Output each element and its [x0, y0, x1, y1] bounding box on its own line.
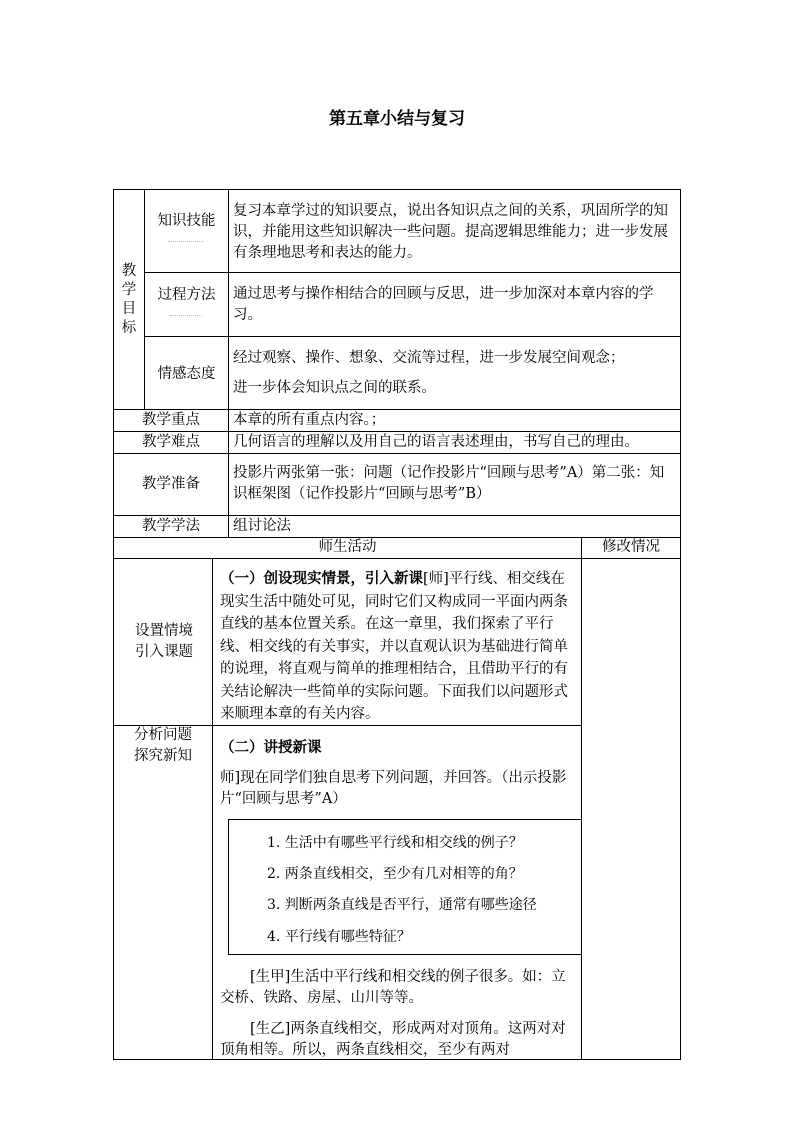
objectives-label: 教学目标: [121, 263, 137, 336]
knowledge-skills-dots: [168, 241, 204, 243]
question-1: 1. 生活中有哪些平行线和相交线的例子？: [267, 835, 523, 851]
difficulties-text: 几何语言的理解以及用自己的语言表述理由，书写自己的理由。: [233, 434, 639, 450]
process-methods-label: 过程方法: [157, 287, 216, 303]
process-methods-dots: [170, 315, 202, 317]
revision-header: 修改情况: [602, 539, 660, 555]
difficulties-label: 教学难点: [142, 434, 200, 450]
process-methods-text: 通过思考与操作相结合的回顾与反思，进一步加深对本章内容的学习。: [233, 286, 654, 323]
section1-text: [师]平行线、相交线在现实生活中随处可见，同时它们又构成同一平面内两条直线的基本位置关系。在这一章里，我们探索了平行线、相交线的有关事实，并以直观认识为基础进行简单的说理，将直观与简单的推理相结合，且借助平行的有关结论解决一些简单的实际问题。下面我们以问题形式来顺理本章的有关内容。: [220, 571, 568, 722]
answer-1: [生甲]生活中平行线和相交线的例子很多。如：立交桥、铁路、房屋、山川等等。: [220, 969, 566, 1006]
knowledge-skills-text: 复习本章学过的知识要点，说出各知识点之间的关系，巩固所学的知识，并能用这些知识解决一些问题。提高逻辑思维能力；进一步发展有条理地思考和表达的能力。: [233, 203, 668, 261]
section2-label-1: 分析问题: [134, 727, 192, 743]
page-title: 第五章小结与复习: [329, 109, 465, 129]
emotional-attitude-label: 情感态度: [157, 366, 216, 382]
method-text: 组讨论法: [233, 518, 291, 534]
section2-heading: （二）讲授新课: [220, 739, 322, 756]
question-2: 2. 两条直线相交，至少有几对相等的角？: [267, 866, 523, 882]
key-points-label: 教学重点: [142, 412, 200, 428]
emotional-attitude-text-1: 经过观察、操作、想象、交流等过程，进一步发展空间观念；: [233, 350, 625, 366]
method-label: 教学学法: [142, 518, 200, 534]
question-3: 3. 判断两条直线是否平行，通常有哪些途径: [267, 897, 537, 913]
section1-label: 设置情境引入课题: [135, 623, 193, 660]
emotional-attitude-text-2: 进一步体会知识点之间的联系。: [233, 380, 436, 396]
section1-heading: （一）创设现实情景，引入新课: [220, 570, 423, 587]
section2-label-2: 探究新知: [134, 748, 192, 764]
knowledge-skills-label: 知识技能: [157, 213, 216, 229]
key-points-text: 本章的所有重点内容。；: [233, 412, 386, 428]
section2-intro: 师]现在同学们独自思考下列问题，并回答。（出示投影片“回顾与思考”A）: [220, 770, 567, 807]
question-4: 4. 平行线有哪些特征？: [267, 929, 411, 945]
section1-content: [220, 568, 578, 726]
answer-2: [生乙]两条直线相交，形成两对对顶角。这两对对顶角相等。所以，两条直线相交，至少有两对: [220, 1021, 566, 1058]
preparation-label: 教学准备: [142, 476, 200, 492]
preparation-text: 投影片两张第一张：问题（记作投影片“回顾与思考”A）第二张：知识框架图（记作投影片“回顾与思考”B）: [233, 465, 665, 502]
activity-header: 师生活动: [318, 539, 377, 555]
